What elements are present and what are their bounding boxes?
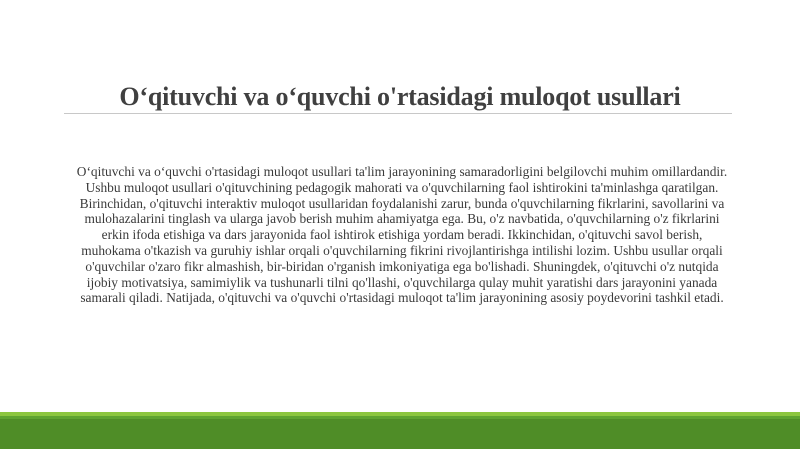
footer-accent-bar-shade: [0, 419, 800, 449]
slide-title: O‘qituvchi va o‘quvchi o'rtasidagi muloqot usullari: [119, 82, 681, 111]
title-divider: [64, 113, 732, 114]
slide-body-text: O‘qituvchi va o‘quvchi o'rtasidagi muloqot usullari ta'lim jarayonining samaradorligini belgilovchi muhim omillardandir. Ushbu muloqot usullari o'qituvchining pedagogik mahorati va o'quvchilarning faol ishtirokini ta'minlashga qaratilgan. Birinchidan, o'qituvchi interaktiv muloqot usullaridan foydalanishi zarur, bunda o'quvchilarning fikrlarini, savollarini va mulohazalarini tinglash va ularga javob berish muhim ahamiyatga ega. Bu, o'z navbatida, o'quvchilarning o'z fikrlarini erkin ifoda etishiga va dars jarayonida faol ishtirok etishiga yordam beradi. Ikkinchidan, o'qituvchi savol berish, muhokama o'tkazish va guruhiy ishlar orqali o'quvchilarning fikrini rivojlantirishga intilishi lozim. Ushbu usullar orqali o'quvchilar o'zaro fikr almashish, bir-biridan o'rganish imkoniyatiga ega bo'lishadi. Shuningdek, o'qituvchi o'z nutqida ijobiy motivatsiya, samimiylik va tushunarli tilni qo'llashi, o'quvchilarga qulay muhit yaratishi dars jarayonini yanada samarali qiladi. Natijada, o'qituvchi va o'quvchi o'rtasidagi muloqot ta'lim jarayonining asosiy poydevorini tashkil etadi.: [76, 164, 728, 306]
footer-accent-bar-highlight: [0, 412, 800, 416]
